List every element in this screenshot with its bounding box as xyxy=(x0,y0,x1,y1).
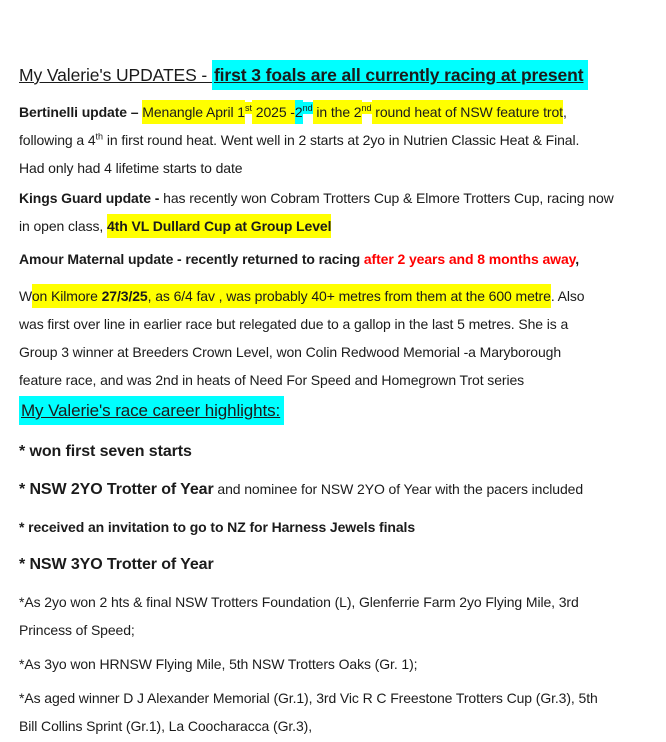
kings-guard-line1: has recently won Cobram Trotters Cup & Elmore Trotters Cup, racing now xyxy=(163,190,614,206)
superscript-st: st xyxy=(244,103,252,114)
career-as-2yo xyxy=(19,588,646,644)
bullet-nsw-3yo-trotter xyxy=(19,550,646,579)
bertinelli-highlight-year: 2025 - xyxy=(252,100,295,124)
bullet-nsw-2yo-trotter xyxy=(19,475,646,504)
bullet2-bold-text: * NSW 2YO Trotter of Year xyxy=(19,481,214,498)
kilmore-line2: was first over line in earlier race but relegated due to a gallop in the last 5 metres. She is a xyxy=(19,316,569,332)
paragraph-bertinelli-update xyxy=(19,98,646,182)
bullet2-rest-text: and nominee for NSW 2YO of Year with the pacers included xyxy=(213,481,584,497)
kings-guard-label: Kings Guard update - xyxy=(19,190,164,206)
bertinelli-line3: Had only had 4 lifetime starts to date xyxy=(19,160,243,176)
race-career-highlights-text: My Valerie's race career highlights: xyxy=(19,396,284,425)
kilmore-line3: Group 3 winner at Breeders Crown Level, won Colin Redwood Memorial -a Maryborough xyxy=(19,344,562,360)
kilmore-line4: feature race, and was 2nd in heats of Need For Speed and Homegrown Trot series xyxy=(19,372,525,388)
document-title xyxy=(19,60,646,90)
amour-label: Amour Maternal update - recently returned to racing xyxy=(19,251,364,267)
bertinelli-label: Bertinelli update xyxy=(19,104,131,120)
bullet-nz-harness-jewels xyxy=(19,513,646,541)
paragraph-amour-maternal-update xyxy=(19,245,646,273)
race-career-highlights-header xyxy=(19,396,646,426)
bullet-won-first-seven-starts xyxy=(19,437,646,466)
bertinelli-dash: – xyxy=(130,104,143,120)
kilmore-date: 27/3/25 xyxy=(102,284,148,308)
bullet4-text: * NSW 3YO Trotter of Year xyxy=(19,556,214,573)
bertinelli-comma: , xyxy=(562,104,567,120)
superscript-nd: nd xyxy=(361,103,372,114)
kilmore-highlight-rest: , as 6/4 fav , was probably 40+ metres from them at the 600 metre xyxy=(148,284,551,308)
career-aged-line1: *As aged winner D J Alexander Memorial (Gr.1), 3rd Vic R C Freestone Trotters Cup (Gr.3), 5th xyxy=(19,690,598,706)
kings-guard-highlight: 4th VL Dullard Cup at Group Level xyxy=(107,214,331,238)
bertinelli-highlight-date: Menangle April 1 xyxy=(142,100,245,124)
career-as-3yo xyxy=(19,650,646,678)
title-plain-text: My Valerie's UPDATES - xyxy=(19,65,212,85)
title-highlighted-text: first 3 foals are all currently racing at present xyxy=(212,60,588,90)
kings-guard-line2-start: in open class, xyxy=(19,218,107,234)
career-3yo-line: *As 3yo won HRNSW Flying Mile, 5th NSW Trotters Oaks (Gr. 1); xyxy=(19,656,418,672)
bertinelli-highlight-heat: in the 2 xyxy=(313,100,362,124)
career-aged-line2: Bill Collins Sprint (Gr.1), La Coocharacca (Gr.3), xyxy=(19,718,312,734)
paragraph-kilmore-win xyxy=(19,282,646,394)
bertinelli-line2-start: following a 4 xyxy=(19,132,96,148)
bertinelli-highlight-trot: round heat of NSW feature trot xyxy=(372,100,563,124)
paragraph-kings-guard-update xyxy=(19,184,646,240)
bertinelli-line2-rest: in first round heat. Went well in 2 starts at 2yo in Nutrien Classic Heat & Final. xyxy=(103,132,580,148)
bullet3-text: * received an invitation to go to NZ for Harness Jewels finals xyxy=(19,519,416,535)
amour-red-text: after 2 years and 8 months away xyxy=(363,251,576,267)
career-2yo-line2: Princess of Speed; xyxy=(19,622,135,638)
career-as-aged xyxy=(19,684,646,740)
bertinelli-cyan-place: 2 xyxy=(295,100,303,124)
superscript-th: th xyxy=(95,131,104,142)
kilmore-highlight-start: on Kilmore xyxy=(32,284,102,308)
superscript-nd-cyan: nd xyxy=(302,103,313,114)
bullet1-text: * won first seven starts xyxy=(19,443,192,460)
career-2yo-line1: *As 2yo won 2 hts & final NSW Trotters Foundation (L), Glenferrie Farm 2yo Flying Mile, 3rd xyxy=(19,594,579,610)
amour-comma: , xyxy=(575,251,580,267)
kilmore-line1-end: . Also xyxy=(550,288,585,304)
kilmore-w: W xyxy=(19,288,32,304)
